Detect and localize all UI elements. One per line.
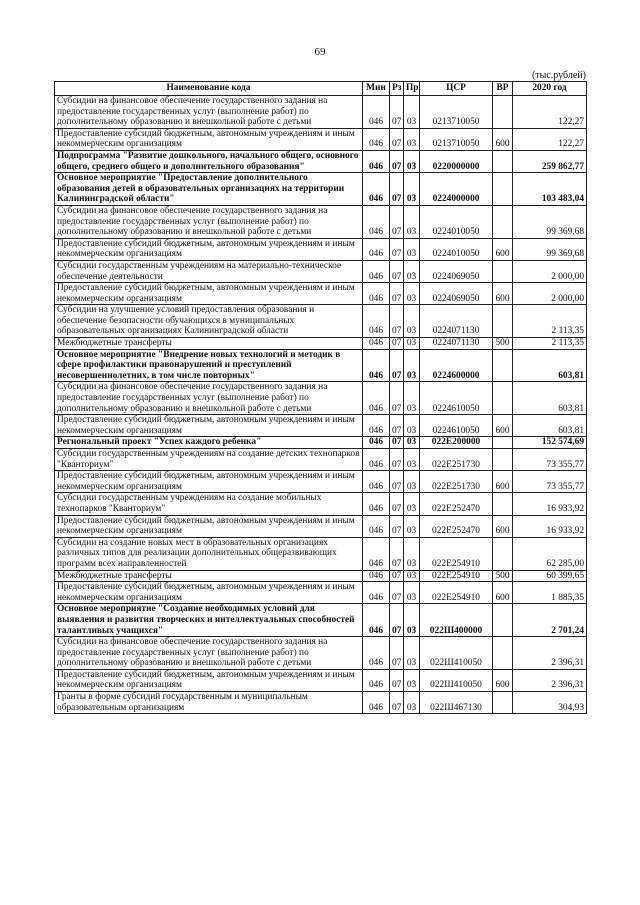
cell-csr: 0224010050: [420, 238, 493, 260]
cell-pr: 03: [404, 173, 420, 206]
cell-vr: 600: [493, 238, 513, 260]
cell-min: 046: [363, 128, 390, 150]
cell-min: 046: [363, 205, 390, 238]
cell-name: Предоставление субсидий бюджетным, автономным учреждениям и иным некоммерческим организациям: [55, 669, 363, 691]
table-row: [55, 692, 587, 714]
cell-amount: 99 369,68: [513, 238, 587, 260]
cell-min: 046: [363, 260, 390, 282]
cell-rz: 07: [390, 537, 404, 570]
cell-csr: 022Ш400000: [420, 604, 493, 637]
cell-csr: 0224600000: [420, 349, 493, 382]
table-row: [55, 537, 587, 570]
table-header-row: [55, 82, 587, 96]
cell-csr: 022E200000: [420, 437, 493, 449]
table-row: [55, 150, 587, 172]
cell-name: Субсидии государственным учреждениям на создание детских технопарков "Кванториум": [55, 449, 363, 471]
cell-amount: 16 933,92: [513, 493, 587, 515]
cell-rz: 07: [390, 382, 404, 415]
cell-amount: 2 701,24: [513, 604, 587, 637]
cell-pr: 03: [404, 338, 420, 350]
cell-pr: 03: [404, 515, 420, 537]
cell-amount: 304,93: [513, 692, 587, 714]
table-row: [55, 669, 587, 691]
cell-name: Предоставление субсидий бюджетным, автономным учреждениям и иным некоммерческим организациям: [55, 238, 363, 260]
cell-vr: [493, 692, 513, 714]
cell-pr: 03: [404, 150, 420, 172]
cell-rz: 07: [390, 238, 404, 260]
cell-amount: 122,27: [513, 128, 587, 150]
header-amount: 2020 год: [513, 82, 587, 96]
cell-vr: 500: [493, 338, 513, 350]
cell-name: Субсидии на улучшение условий предоставления образования и обеспечение безопасности обучающихся в муниципальных образовательных организациях Калининградской области: [55, 305, 363, 338]
cell-rz: 07: [390, 604, 404, 637]
table-row: [55, 415, 587, 437]
header-rz: Рз: [390, 82, 404, 96]
cell-pr: 03: [404, 604, 420, 637]
cell-csr: 0213710050: [420, 96, 493, 129]
cell-name: Основное мероприятие "Внедрение новых технологий и методик в сфере профилактики правонарушений и преступлений несовершеннолетних, в том числе повторных": [55, 349, 363, 382]
cell-min: 046: [363, 493, 390, 515]
cell-min: 046: [363, 604, 390, 637]
cell-pr: 03: [404, 238, 420, 260]
cell-amount: 2 396,31: [513, 669, 587, 691]
cell-pr: 03: [404, 582, 420, 604]
cell-csr: 022E251730: [420, 471, 493, 493]
cell-csr: 0224069050: [420, 260, 493, 282]
cell-pr: 03: [404, 349, 420, 382]
cell-rz: 07: [390, 338, 404, 350]
cell-amount: 103 483,04: [513, 173, 587, 206]
header-min: Мин: [363, 82, 390, 96]
cell-amount: 122,27: [513, 96, 587, 129]
cell-rz: 07: [390, 349, 404, 382]
cell-amount: 73 355,77: [513, 449, 587, 471]
cell-amount: 2 113,35: [513, 338, 587, 350]
cell-vr: [493, 537, 513, 570]
cell-pr: 03: [404, 493, 420, 515]
cell-rz: 07: [390, 582, 404, 604]
cell-name: Межбюджетные трансферты: [55, 338, 363, 350]
cell-rz: 07: [390, 637, 404, 670]
cell-min: 046: [363, 570, 390, 582]
cell-amount: 16 933,92: [513, 515, 587, 537]
cell-amount: 152 574,69: [513, 437, 587, 449]
cell-name: Основное мероприятие "Создание необходимых условий для выявления и развития творческих и интеллектуальных способностей талантливых учащихся": [55, 604, 363, 637]
table-row: [55, 173, 587, 206]
cell-csr: 0213710050: [420, 128, 493, 150]
cell-pr: 03: [404, 637, 420, 670]
cell-amount: 62 285,00: [513, 537, 587, 570]
cell-rz: 07: [390, 493, 404, 515]
table-row: [55, 604, 587, 637]
cell-rz: 07: [390, 692, 404, 714]
cell-min: 046: [363, 515, 390, 537]
cell-pr: 03: [404, 449, 420, 471]
cell-rz: 07: [390, 150, 404, 172]
cell-min: 046: [363, 692, 390, 714]
cell-csr: 0224071130: [420, 305, 493, 338]
cell-vr: [493, 604, 513, 637]
cell-vr: 600: [493, 415, 513, 437]
cell-pr: 03: [404, 415, 420, 437]
header-vr: ВР: [493, 82, 513, 96]
cell-amount: 1 885,35: [513, 582, 587, 604]
cell-min: 046: [363, 305, 390, 338]
cell-rz: 07: [390, 305, 404, 338]
table-row: [55, 349, 587, 382]
cell-name: Предоставление субсидий бюджетным, автономным учреждениям и иным некоммерческим организациям: [55, 471, 363, 493]
cell-min: 046: [363, 437, 390, 449]
cell-min: 046: [363, 449, 390, 471]
cell-amount: 259 862,77: [513, 150, 587, 172]
cell-csr: 022E251730: [420, 449, 493, 471]
cell-csr: 022E254910: [420, 537, 493, 570]
cell-rz: 07: [390, 449, 404, 471]
cell-min: 046: [363, 415, 390, 437]
cell-vr: 600: [493, 283, 513, 305]
table-row: [55, 449, 587, 471]
cell-pr: 03: [404, 692, 420, 714]
cell-vr: 600: [493, 471, 513, 493]
table-row: [55, 582, 587, 604]
cell-pr: 03: [404, 669, 420, 691]
table-row: [55, 260, 587, 282]
cell-csr: 022E252470: [420, 515, 493, 537]
cell-csr: 022E252470: [420, 493, 493, 515]
table-row: [55, 493, 587, 515]
table-row: [55, 205, 587, 238]
cell-name: Субсидии на финансовое обеспечение государственного задания на предоставление государственных услуг (выполнение работ) по дополнительному образованию и внешкольной работе с детьми: [55, 96, 363, 129]
cell-name: Предоставление субсидий бюджетным, автономным учреждениям и иным некоммерческим организациям: [55, 128, 363, 150]
header-pr: Пр: [404, 82, 420, 96]
cell-min: 046: [363, 96, 390, 129]
cell-rz: 07: [390, 515, 404, 537]
cell-rz: 07: [390, 437, 404, 449]
cell-rz: 07: [390, 283, 404, 305]
cell-vr: [493, 260, 513, 282]
units-label: (тыс.рублей): [531, 70, 586, 81]
table-row: [55, 437, 587, 449]
cell-min: 046: [363, 238, 390, 260]
cell-pr: 03: [404, 382, 420, 415]
cell-csr: 022E254910: [420, 570, 493, 582]
cell-min: 046: [363, 537, 390, 570]
cell-amount: 603,81: [513, 382, 587, 415]
cell-vr: [493, 205, 513, 238]
cell-rz: 07: [390, 669, 404, 691]
cell-vr: 600: [493, 515, 513, 537]
cell-vr: [493, 493, 513, 515]
cell-amount: 603,81: [513, 415, 587, 437]
cell-rz: 07: [390, 415, 404, 437]
cell-pr: 03: [404, 537, 420, 570]
cell-pr: 03: [404, 437, 420, 449]
cell-csr: 022Ш410050: [420, 637, 493, 670]
cell-pr: 03: [404, 283, 420, 305]
cell-rz: 07: [390, 471, 404, 493]
cell-vr: [493, 449, 513, 471]
table-row: [55, 238, 587, 260]
cell-csr: 0224610050: [420, 382, 493, 415]
cell-name: Предоставление субсидий бюджетным, автономным учреждениям и иным некоммерческим организациям: [55, 283, 363, 305]
cell-pr: 03: [404, 305, 420, 338]
cell-amount: 2 396,31: [513, 637, 587, 670]
cell-csr: 0224000000: [420, 173, 493, 206]
table-row: [55, 471, 587, 493]
cell-csr: 0224610050: [420, 415, 493, 437]
cell-name: Региональный проект "Успех каждого ребенка": [55, 437, 363, 449]
cell-csr: 0224071130: [420, 338, 493, 350]
cell-min: 046: [363, 582, 390, 604]
header-csr: ЦСР: [420, 82, 493, 96]
cell-rz: 07: [390, 205, 404, 238]
cell-csr: 0220000000: [420, 150, 493, 172]
table-row: [55, 283, 587, 305]
cell-pr: 03: [404, 471, 420, 493]
cell-amount: 73 355,77: [513, 471, 587, 493]
header-name: Наименование кода: [55, 82, 363, 96]
cell-amount: 60 399,65: [513, 570, 587, 582]
table-row: [55, 515, 587, 537]
cell-min: 046: [363, 471, 390, 493]
cell-name: Субсидии на создание новых мест в образовательных организациях различных типов для реализации дополнительных общеразвивающих программ всех направленностей: [55, 537, 363, 570]
cell-name: Субсидии на финансовое обеспечение государственного задания на предоставление государственных услуг (выполнение работ) по дополнительному образованию и внешкольной работе с детьми: [55, 382, 363, 415]
cell-vr: 600: [493, 582, 513, 604]
table-body: [55, 96, 587, 714]
cell-csr: 022E254910: [420, 582, 493, 604]
cell-amount: 2 113,35: [513, 305, 587, 338]
cell-name: Основное мероприятие "Предоставление дополнительного образования детей в образовательных организациях на территории Калининградской области": [55, 173, 363, 206]
cell-min: 046: [363, 349, 390, 382]
cell-name: Предоставление субсидий бюджетным, автономным учреждениям и иным некоммерческим организациям: [55, 515, 363, 537]
table-row: [55, 305, 587, 338]
cell-vr: [493, 637, 513, 670]
cell-name: Субсидии на финансовое обеспечение государственного задания на предоставление государственных услуг (выполнение работ) по дополнительному образованию и внешкольной работе с детьми: [55, 205, 363, 238]
cell-pr: 03: [404, 205, 420, 238]
cell-min: 046: [363, 150, 390, 172]
cell-vr: 600: [493, 669, 513, 691]
cell-name: Предоставление субсидий бюджетным, автономным учреждениям и иным некоммерческим организациям: [55, 415, 363, 437]
cell-vr: 600: [493, 128, 513, 150]
cell-name: Субсидии государственным учреждениям на создание мобильных технопарков "Кванториум": [55, 493, 363, 515]
table-row: [55, 128, 587, 150]
cell-min: 046: [363, 382, 390, 415]
cell-amount: 99 369,68: [513, 205, 587, 238]
table-row: [55, 570, 587, 582]
cell-csr: 022Ш467130: [420, 692, 493, 714]
cell-vr: [493, 173, 513, 206]
cell-min: 046: [363, 669, 390, 691]
cell-amount: 2 000,00: [513, 283, 587, 305]
page-number: 69: [314, 46, 326, 58]
cell-csr: 0224010050: [420, 205, 493, 238]
budget-table: [54, 81, 587, 714]
cell-pr: 03: [404, 260, 420, 282]
cell-csr: 022Ш410050: [420, 669, 493, 691]
table-row: [55, 382, 587, 415]
cell-rz: 07: [390, 260, 404, 282]
cell-pr: 03: [404, 96, 420, 129]
cell-amount: 2 000,00: [513, 260, 587, 282]
cell-rz: 07: [390, 96, 404, 129]
cell-vr: [493, 382, 513, 415]
cell-rz: 07: [390, 570, 404, 582]
cell-name: Субсидии на финансовое обеспечение государственного задания на предоставление государственных услуг (выполнение работ) по дополнительному образованию и внешкольной работе с детьми: [55, 637, 363, 670]
table-row: [55, 637, 587, 670]
table-row: [55, 96, 587, 129]
cell-rz: 07: [390, 173, 404, 206]
cell-vr: [493, 349, 513, 382]
cell-name: Субсидии государственным учреждениям на материально-техническое обеспечение деятельности: [55, 260, 363, 282]
cell-pr: 03: [404, 570, 420, 582]
cell-name: Гранты в форме субсидий государственным и муниципальным образовательным организациям: [55, 692, 363, 714]
cell-min: 046: [363, 637, 390, 670]
cell-pr: 03: [404, 128, 420, 150]
cell-amount: 603,81: [513, 349, 587, 382]
cell-vr: [493, 150, 513, 172]
table-row: [55, 338, 587, 350]
cell-name: Подпрограмма "Развитие дошкольного, начального общего, основного общего, среднего общего и дополнительного образования": [55, 150, 363, 172]
cell-name: Предоставление субсидий бюджетным, автономным учреждениям и иным некоммерческим организациям: [55, 582, 363, 604]
cell-min: 046: [363, 283, 390, 305]
cell-min: 046: [363, 338, 390, 350]
cell-vr: [493, 96, 513, 129]
cell-name: Межбюджетные трансферты: [55, 570, 363, 582]
cell-csr: 0224069050: [420, 283, 493, 305]
cell-vr: [493, 305, 513, 338]
cell-rz: 07: [390, 128, 404, 150]
cell-min: 046: [363, 173, 390, 206]
cell-vr: [493, 437, 513, 449]
cell-vr: 500: [493, 570, 513, 582]
